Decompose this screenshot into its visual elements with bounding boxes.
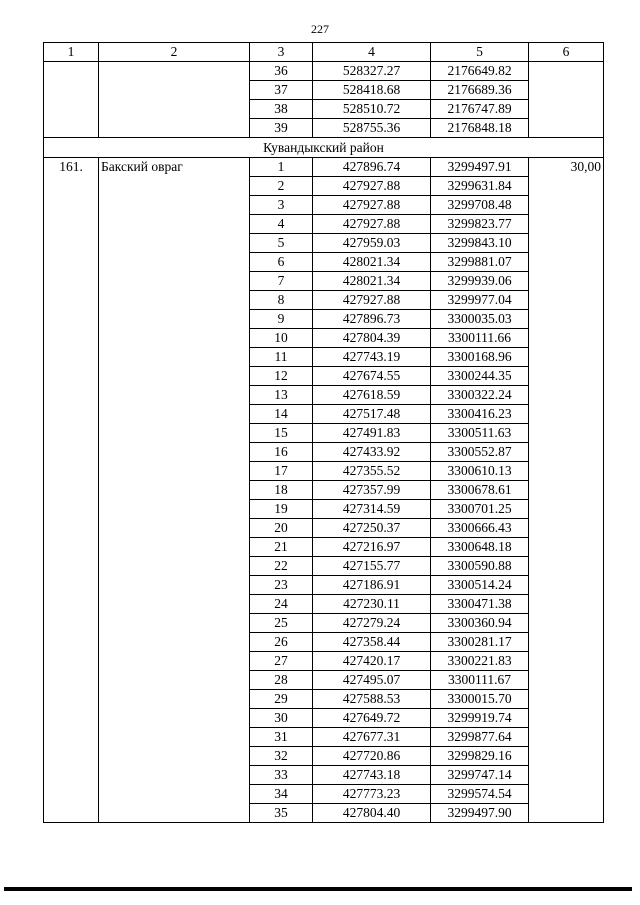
y-coordinate-cell: 2176848.18 [431, 119, 529, 138]
x-coordinate-cell: 427491.83 [313, 424, 431, 443]
point-number-cell: 26 [250, 633, 313, 652]
page-number: 227 [311, 22, 329, 36]
bottom-rule [4, 887, 632, 891]
point-number-cell: 16 [250, 443, 313, 462]
x-coordinate-cell: 427674.55 [313, 367, 431, 386]
y-coordinate-cell: 3299497.90 [431, 804, 529, 823]
x-coordinate-cell: 427155.77 [313, 557, 431, 576]
x-coordinate-cell: 427804.40 [313, 804, 431, 823]
y-coordinate-cell: 3300281.17 [431, 633, 529, 652]
entry-name: Бакский овраг [99, 158, 250, 823]
point-number-cell: 4 [250, 215, 313, 234]
point-number-cell: 15 [250, 424, 313, 443]
x-coordinate-cell: 427804.39 [313, 329, 431, 348]
y-coordinate-cell: 3299919.74 [431, 709, 529, 728]
y-coordinate-cell: 3299877.64 [431, 728, 529, 747]
y-coordinate-cell: 3300590.88 [431, 557, 529, 576]
point-number-cell: 32 [250, 747, 313, 766]
point-number-cell: 31 [250, 728, 313, 747]
x-coordinate-cell: 427314.59 [313, 500, 431, 519]
header-cell-2: 2 [99, 43, 250, 62]
y-coordinate-cell: 3299708.48 [431, 196, 529, 215]
x-coordinate-cell: 428021.34 [313, 253, 431, 272]
entry-area: 30,00 [529, 158, 604, 823]
table-row [44, 62, 604, 81]
y-coordinate-cell: 3299574.54 [431, 785, 529, 804]
header-cell-3: 3 [250, 43, 313, 62]
point-number-cell: 36 [250, 62, 313, 81]
y-coordinate-cell: 3300244.35 [431, 367, 529, 386]
x-coordinate-cell: 427927.88 [313, 291, 431, 310]
x-coordinate-cell: 427186.91 [313, 576, 431, 595]
point-number-cell: 27 [250, 652, 313, 671]
x-coordinate-cell: 427420.17 [313, 652, 431, 671]
x-coordinate-cell: 427279.24 [313, 614, 431, 633]
point-number-cell: 33 [250, 766, 313, 785]
x-coordinate-cell: 427720.86 [313, 747, 431, 766]
point-number-cell: 28 [250, 671, 313, 690]
header-cell-1: 1 [44, 43, 99, 62]
table-row [44, 158, 604, 177]
y-coordinate-cell: 3300111.66 [431, 329, 529, 348]
point-number-cell: 23 [250, 576, 313, 595]
y-coordinate-cell: 3300666.43 [431, 519, 529, 538]
point-number-cell: 38 [250, 100, 313, 119]
point-number-cell: 13 [250, 386, 313, 405]
district-row [44, 138, 604, 158]
name-cell-continued [99, 62, 250, 138]
x-coordinate-cell: 427216.97 [313, 538, 431, 557]
point-number-cell: 21 [250, 538, 313, 557]
y-coordinate-cell: 3300701.25 [431, 500, 529, 519]
header-cell-6: 6 [529, 43, 604, 62]
coordinates-table [43, 42, 604, 823]
y-coordinate-cell: 3300610.13 [431, 462, 529, 481]
x-coordinate-cell: 528418.68 [313, 81, 431, 100]
point-number-cell: 20 [250, 519, 313, 538]
point-number-cell: 7 [250, 272, 313, 291]
header-row [44, 43, 604, 62]
point-number-cell: 19 [250, 500, 313, 519]
y-coordinate-cell: 3300015.70 [431, 690, 529, 709]
y-coordinate-cell: 3300111.67 [431, 671, 529, 690]
table-body [44, 43, 604, 823]
y-coordinate-cell: 3299497.91 [431, 158, 529, 177]
point-number-cell: 12 [250, 367, 313, 386]
point-number-cell: 14 [250, 405, 313, 424]
point-number-cell: 34 [250, 785, 313, 804]
x-coordinate-cell: 427355.52 [313, 462, 431, 481]
y-coordinate-cell: 3300678.61 [431, 481, 529, 500]
y-coordinate-cell: 3299939.06 [431, 272, 529, 291]
x-coordinate-cell: 427677.31 [313, 728, 431, 747]
number-cell-continued [44, 62, 99, 138]
y-coordinate-cell: 3300416.23 [431, 405, 529, 424]
point-number-cell: 25 [250, 614, 313, 633]
x-coordinate-cell: 427927.88 [313, 196, 431, 215]
y-coordinate-cell: 3299829.16 [431, 747, 529, 766]
y-coordinate-cell: 3300514.24 [431, 576, 529, 595]
y-coordinate-cell: 3299631.84 [431, 177, 529, 196]
y-coordinate-cell: 3300511.63 [431, 424, 529, 443]
x-coordinate-cell: 427927.88 [313, 177, 431, 196]
point-number-cell: 24 [250, 595, 313, 614]
point-number-cell: 10 [250, 329, 313, 348]
area-cell-continued [529, 62, 604, 138]
x-coordinate-cell: 427927.88 [313, 215, 431, 234]
district-name: Кувандыкский район [44, 138, 604, 158]
point-number-cell: 29 [250, 690, 313, 709]
x-coordinate-cell: 427773.23 [313, 785, 431, 804]
y-coordinate-cell: 3300648.18 [431, 538, 529, 557]
point-number-cell: 17 [250, 462, 313, 481]
point-number-cell: 11 [250, 348, 313, 367]
x-coordinate-cell: 427517.48 [313, 405, 431, 424]
x-coordinate-cell: 427495.07 [313, 671, 431, 690]
point-number-cell: 2 [250, 177, 313, 196]
y-coordinate-cell: 2176649.82 [431, 62, 529, 81]
x-coordinate-cell: 427433.92 [313, 443, 431, 462]
x-coordinate-cell: 427618.59 [313, 386, 431, 405]
point-number-cell: 3 [250, 196, 313, 215]
point-number-cell: 5 [250, 234, 313, 253]
y-coordinate-cell: 2176689.36 [431, 81, 529, 100]
point-number-cell: 9 [250, 310, 313, 329]
x-coordinate-cell: 427357.99 [313, 481, 431, 500]
point-number-cell: 30 [250, 709, 313, 728]
x-coordinate-cell: 428021.34 [313, 272, 431, 291]
x-coordinate-cell: 427959.03 [313, 234, 431, 253]
y-coordinate-cell: 3300168.96 [431, 348, 529, 367]
header-cell-5: 5 [431, 43, 529, 62]
x-coordinate-cell: 427250.37 [313, 519, 431, 538]
point-number-cell: 1 [250, 158, 313, 177]
y-coordinate-cell: 2176747.89 [431, 100, 529, 119]
x-coordinate-cell: 427743.18 [313, 766, 431, 785]
y-coordinate-cell: 3299881.07 [431, 253, 529, 272]
header-cell-4: 4 [313, 43, 431, 62]
y-coordinate-cell: 3300360.94 [431, 614, 529, 633]
y-coordinate-cell: 3299823.77 [431, 215, 529, 234]
x-coordinate-cell: 427649.72 [313, 709, 431, 728]
x-coordinate-cell: 528327.27 [313, 62, 431, 81]
y-coordinate-cell: 3300552.87 [431, 443, 529, 462]
y-coordinate-cell: 3300221.83 [431, 652, 529, 671]
point-number-cell: 39 [250, 119, 313, 138]
x-coordinate-cell: 427896.73 [313, 310, 431, 329]
x-coordinate-cell: 427588.53 [313, 690, 431, 709]
point-number-cell: 22 [250, 557, 313, 576]
y-coordinate-cell: 3299747.14 [431, 766, 529, 785]
y-coordinate-cell: 3300471.38 [431, 595, 529, 614]
point-number-cell: 35 [250, 804, 313, 823]
point-number-cell: 8 [250, 291, 313, 310]
x-coordinate-cell: 427743.19 [313, 348, 431, 367]
x-coordinate-cell: 528510.72 [313, 100, 431, 119]
x-coordinate-cell: 427230.11 [313, 595, 431, 614]
x-coordinate-cell: 427358.44 [313, 633, 431, 652]
y-coordinate-cell: 3299977.04 [431, 291, 529, 310]
x-coordinate-cell: 427896.74 [313, 158, 431, 177]
point-number-cell: 6 [250, 253, 313, 272]
x-coordinate-cell: 528755.36 [313, 119, 431, 138]
y-coordinate-cell: 3299843.10 [431, 234, 529, 253]
point-number-cell: 18 [250, 481, 313, 500]
y-coordinate-cell: 3300035.03 [431, 310, 529, 329]
point-number-cell: 37 [250, 81, 313, 100]
entry-number: 161. [44, 158, 99, 823]
y-coordinate-cell: 3300322.24 [431, 386, 529, 405]
